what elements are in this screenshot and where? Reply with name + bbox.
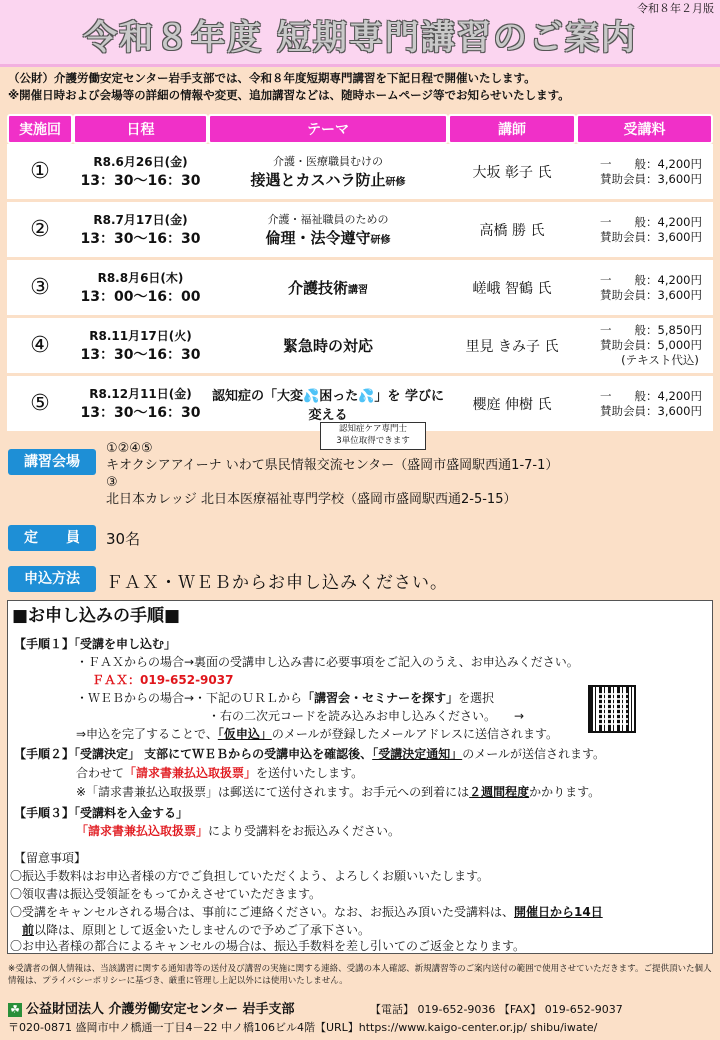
venue-sessions-a: ①②④⑤ <box>106 441 153 456</box>
fee-cell <box>576 202 713 260</box>
step-2-mail-note <box>76 783 600 800</box>
venue-name-b: 北日本カレッジ 北日本医療福祉専門学校（盛岡市盛岡駅西通2-5-15） <box>106 492 517 507</box>
time-text: 13：00〜16：00 <box>80 288 201 305</box>
session-number: ④ <box>7 318 73 376</box>
venue-sessions-b: ③ <box>106 475 118 490</box>
step-2-heading <box>14 745 605 762</box>
fee-general: 一 般：5,850円 <box>600 323 702 337</box>
theme-suffix: 研修 <box>370 235 391 246</box>
time-text: 13：30〜16：30 <box>80 172 201 189</box>
contact-info: 【電話】 019-652-9036 【FAX】 019-652-9037 <box>370 1003 623 1016</box>
venue-name-a: キオクシアアイーナ いわて県民情報交流センター（盛岡市盛岡駅西通1-7-1） <box>106 458 559 473</box>
note-3-cont <box>22 921 370 938</box>
page-title: 令和８年度 短期専門講習のご案内 <box>83 18 637 58</box>
venue-label: 講習会場 <box>8 449 96 475</box>
step-2-invoice <box>76 764 363 781</box>
result-pre: ⇒申込を完了することで、 <box>76 727 218 741</box>
invoice-pre: 合わせて <box>76 766 125 780</box>
apply-method-value: ＦＡＸ・ＷＥＢからお申し込みください。 <box>106 573 448 593</box>
step-2-post: のメールが送信されます。 <box>462 747 606 761</box>
mail-post: かかります。 <box>529 785 601 799</box>
time-text: 13：30〜16：30 <box>80 346 201 363</box>
fee-cell <box>576 260 713 318</box>
col-header-lecturer: 講師 <box>448 114 576 144</box>
col-header-date: 日程 <box>73 114 208 144</box>
privacy-footnote: ※受講者の個人情報は、当該講習に関する通知書等の送付及び講習の実施に関する連絡、受講の本人確認、新規講習等のご案内送付の範囲で使用させていただきます。ご提供頂いた個人情報は、プライバシーポリシーに基づき、厳重に管理し上記以外には使用いたしません。 <box>8 964 712 986</box>
note-3-ul: 開催日から14日 <box>514 905 603 919</box>
fee-general: 一 般：4,200円 <box>600 272 702 287</box>
intro-line-1: （公財）介護労働安定センター岩手支部では、令和８年度短期専門講習を下記日程で開催いたします。 <box>8 71 536 85</box>
fee-member: 賛助会員：3,600円 <box>600 287 702 302</box>
step-1-heading: 【手順１】「受講を申し込む」 <box>14 637 177 651</box>
step-1-qr-text: ・右の二次元コードを読み込みお申し込みください。 → <box>208 709 525 723</box>
step-3-text <box>76 822 400 839</box>
theme-main: 倫理・法令遵守 <box>265 229 371 247</box>
fee-member: 賛助会員：5,000円 <box>600 338 702 352</box>
date-text: R8.11月17日(火) <box>89 328 192 343</box>
capacity-value: 30名 <box>106 530 141 548</box>
intro-text <box>8 70 570 104</box>
note-3-pre: 〇受講をキャンセルされる場合は、事前にご連絡ください。なお、お振込み頂いた受講料は、 <box>10 905 515 919</box>
session-date <box>73 144 208 202</box>
step-3-red: 「請求書兼払込取扱票」 <box>76 824 209 838</box>
note-3b-ul: 前 <box>22 923 35 937</box>
fee-general: 一 般：4,200円 <box>600 388 702 403</box>
note-3b-post: 以降は、原則として返金いたしませんので予めご了承下さい。 <box>34 923 371 937</box>
fee-cell <box>576 318 713 376</box>
step-1-web-text <box>76 689 494 706</box>
theme-main: 緊急時の対応 <box>282 337 373 355</box>
session-number: ③ <box>7 260 73 318</box>
table-row <box>7 318 713 376</box>
venue-details <box>106 440 558 508</box>
note-3 <box>10 903 603 920</box>
address-url[interactable]: 〒020-0871 盛岡市中ノ橋通一丁目4－22 中ノ橋106ビル4階【URL】https://www.kaigo-center.or.jp/ shibu/iwate/ <box>8 1021 598 1034</box>
qr-code-icon[interactable] <box>588 685 636 733</box>
mail-ul: ２週間程度 <box>469 785 530 799</box>
session-theme <box>208 144 448 202</box>
header-banner <box>0 0 720 67</box>
theme-sub: 介護・医療職員むけの <box>273 155 383 168</box>
fee-general: 一 般：4,200円 <box>600 214 702 229</box>
step-1-result <box>76 725 558 742</box>
fee-note: (テキスト代込) <box>621 353 699 367</box>
fee-general: 一 般：4,200円 <box>600 156 702 171</box>
fee-cell <box>576 376 713 434</box>
mail-pre: ※「請求書兼払込取扱票」は郵送にて送付されます。お手元への到着には <box>76 785 470 799</box>
note-2: 〇領収書は振込受領証をもってかえさせていただきます。 <box>10 887 322 901</box>
credit-note-line-2: 3単位取得できます <box>336 436 410 446</box>
organization-name <box>8 998 295 1017</box>
fee-member: 賛助会員：3,600円 <box>600 171 702 186</box>
time-text: 13：30〜16：30 <box>80 230 201 247</box>
step-2-pre: 【手順２】「受講決定」 支部にてＷＥＢからの受講申込を確認後、 <box>14 747 373 761</box>
step-3-heading: 【手順３】「受講料を入金する」 <box>14 806 189 820</box>
procedure-title: ■お申し込みの手順■ <box>12 606 181 626</box>
lecturer-name: 櫻庭 伸樹 氏 <box>448 376 576 434</box>
session-number: ⑤ <box>7 376 73 434</box>
session-date <box>73 260 208 318</box>
session-date <box>73 202 208 260</box>
invoice-post: を送付いたします。 <box>256 766 364 780</box>
session-theme <box>208 318 448 376</box>
org-text: 公益財団法人 介護労働安定センター 岩手支部 <box>26 1002 295 1017</box>
table-row <box>7 260 713 318</box>
apply-method-label: 申込方法 <box>8 566 96 592</box>
lecturer-name: 大坂 彰子 氏 <box>448 144 576 202</box>
table-row <box>7 144 713 202</box>
credit-note-line-1: 認知症ケア専門士 <box>338 424 407 434</box>
date-text: R8.7月17日(金) <box>93 212 188 227</box>
step-3-post: により受講料をお振込みください。 <box>208 824 401 838</box>
note-1: 〇振込手数料はお申込者様の方でご負担していただくよう、よろしくお願いいたします。 <box>10 869 490 883</box>
col-header-theme: テーマ <box>208 114 448 144</box>
session-date <box>73 318 208 376</box>
step-2-ul: 「受講決定通知」 <box>372 747 463 761</box>
web-text-pre: ・ＷＥＢからの場合→・下記のＵＲＬから <box>76 691 303 705</box>
theme-main: 認知症の「大変💦困った💦」を 学びに変える <box>212 388 444 423</box>
table-row <box>7 202 713 260</box>
note-4: 〇お申込者様の都合によるキャンセルの場合は、振込手数料を差し引いてのご返金となります。 <box>10 939 526 953</box>
session-date <box>73 376 208 434</box>
result-ul: 「仮申込」 <box>217 727 272 741</box>
theme-suffix: 研修 <box>385 177 406 188</box>
table-header-row <box>7 114 713 144</box>
date-text: R8.8月6日(木) <box>97 270 184 285</box>
lecturer-name: 高橋 勝 氏 <box>448 202 576 260</box>
session-theme <box>208 202 448 260</box>
lecturer-name: 里見 きみ子 氏 <box>448 318 576 376</box>
col-header-fee: 受講料 <box>576 114 713 144</box>
notes-title: 【留意事項】 <box>14 851 87 865</box>
theme-suffix: 講習 <box>348 285 368 296</box>
theme-main: 介護技術 <box>287 279 348 297</box>
result-post: のメールが登録したメールアドレスに送信されます。 <box>271 727 559 741</box>
theme-sub: 介護・福祉職員のための <box>267 213 389 226</box>
col-header-no: 実施回 <box>7 114 73 144</box>
step-1-fax-number: ＦＡＸ：019-652-9037 <box>92 673 234 687</box>
fee-member: 賛助会員：3,600円 <box>600 229 702 244</box>
invoice-red: 「請求書兼払込取扱票」 <box>124 766 257 780</box>
web-text-post: を選択 <box>458 691 495 705</box>
fee-cell <box>576 144 713 202</box>
intro-line-2: ※開催日時および会場等の詳細の情報や変更、追加講習などは、随時ホームページ等でお知らせいたします。 <box>8 88 570 102</box>
edition-label: 令和８年２月版 <box>637 2 714 15</box>
date-text: R8.6月26日(金) <box>93 154 188 169</box>
theme-main: 接遇とカスハラ防止 <box>250 171 386 189</box>
procedure-box <box>7 600 713 954</box>
date-text: R8.12月11日(金) <box>89 386 192 401</box>
web-text-bold: 「講習会・セミナーを探す」 <box>302 691 459 705</box>
session-theme <box>208 260 448 318</box>
fee-member: 賛助会員：3,600円 <box>600 403 702 418</box>
session-number: ② <box>7 202 73 260</box>
time-text: 13：30〜16：30 <box>80 404 201 421</box>
org-logo-icon: ☘ <box>8 1003 22 1017</box>
step-1-fax-text: ・ＦＡＸからの場合→裏面の受講申し込み書に必要事項をご記入のうえ、お申込みください。 <box>76 655 579 669</box>
lecturer-name: 嵯峨 智鶴 氏 <box>448 260 576 318</box>
schedule-table <box>7 114 713 434</box>
capacity-label: 定 員 <box>8 525 96 551</box>
session-number: ① <box>7 144 73 202</box>
